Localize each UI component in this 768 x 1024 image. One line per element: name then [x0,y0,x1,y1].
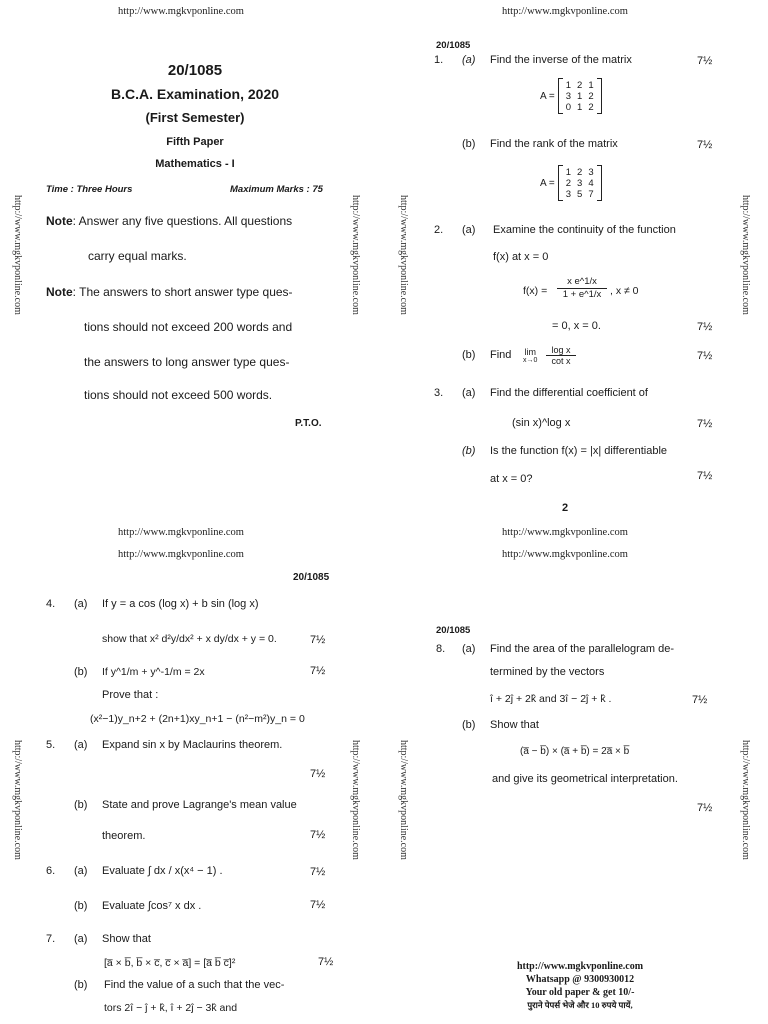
q8b-marks: 7½ [697,802,713,814]
footer-offer: Your old paper & get 10/- [525,987,635,998]
q4a-line2: show that x² d²y/dx² + x dy/dx + y = 0. [102,633,277,645]
fraction-numerator: x e^1/x [557,276,607,289]
url-mid-right-2[interactable]: http://www.mgkvponline.com [502,549,628,560]
q4b-line3: (x²−1)y_n+2 + (2n+1)xy_n+1 − (n²−m²)y_n = 0 [90,713,305,725]
q8b-text: Show that [490,719,539,731]
matrix-cell: 7 [588,188,594,200]
side-url: http://www.mgkvponline.com [398,740,409,860]
side-url: http://www.mgkvponline.com [740,740,751,860]
q7a-text: Show that [102,933,151,945]
q2b-fraction [546,345,576,366]
q2a-label: (a) [462,224,476,236]
side-url: http://www.mgkvponline.com [740,195,751,315]
q3a-marks: 7½ [697,418,713,430]
paper-code: 20/1085 [167,62,223,79]
fraction-denominator: 1 + e^1/x [562,289,602,300]
q5a-text: Expand sin x by Maclaurins theorem. [102,739,283,751]
q3b-marks: 7½ [697,470,713,482]
q8b-line2: (a̅ − b̅) × (a̅ + b̅) = 2a̅ × b̅ [520,746,630,757]
q1a-label: (a) [462,54,476,66]
q3a-expr: (sin x)^log x [512,417,571,429]
q5b-marks: 7½ [310,829,326,841]
q3b-label: (b) [462,445,476,457]
matrix-cell: 1 [577,90,583,102]
q4b-text: If y^1/m + y^-1/m = 2x [102,666,205,678]
matrix-a [540,78,602,114]
q2b-text: Find [490,349,512,361]
matrix-cell: 0 [565,101,572,113]
matrix-bracket [597,78,602,114]
pto: P.T.O. [295,418,322,429]
q5a-label: (a) [74,739,88,751]
semester: (First Semester) [145,110,245,125]
side-url: http://www.mgkvponline.com [398,195,409,315]
q3b-text: Is the function f(x) = |x| differentiable [490,445,668,457]
q1b-label: (b) [462,138,476,150]
q3a-label: (a) [462,387,476,399]
q7-number: 7. [46,933,56,945]
q4a-text: If y = a cos (log x) + b sin (log x) [102,598,259,610]
subject: Mathematics - I [155,158,235,170]
q4b-marks: 7½ [310,665,326,677]
matrix-label: A = [540,177,555,189]
page-code: 20/1085 [293,572,330,583]
q2a-line2: f(x) at x = 0 [493,251,549,263]
matrix-cell: 3 [565,188,572,200]
q2a-text: Examine the continuity of the function [493,224,676,236]
q2b-marks: 7½ [697,350,713,362]
note-label: Note [46,285,73,299]
q4b-label: (b) [74,666,88,678]
q7b-label: (b) [74,979,88,991]
url-mid-left-1[interactable]: http://www.mgkvponline.com [118,527,244,538]
q6b-text: Evaluate ∫cos⁷ x dx . [102,900,202,912]
matrix-cell: 1 [565,79,572,91]
q6a-text: Evaluate ∫ dx / x(x⁴ − 1) . [102,865,223,877]
matrix-cell: 1 [588,79,594,91]
header-url-left[interactable]: http://www.mgkvponline.com [118,6,244,17]
paper-name: Fifth Paper [166,136,224,148]
matrix-cell: 1 [565,166,572,178]
q2a-fx: f(x) = [523,285,548,297]
q1-number: 1. [434,54,444,66]
header-url-right[interactable]: http://www.mgkvponline.com [502,6,628,17]
note-2-line2: tions should not exceed 200 words and [84,320,293,334]
q4a-marks: 7½ [310,634,326,646]
q3a-text: Find the differential coefficient of [490,387,648,399]
q7a-line2: [a̅ × b̅, b̅ × c̅, c̅ × a̅] = [a̅ b̅ c̅]² [104,957,236,969]
matrix-b [540,165,602,201]
q6-number: 6. [46,865,56,877]
q1b-text: Find the rank of the matrix [490,138,618,150]
q4-number: 4. [46,598,56,610]
matrix-cell: 2 [565,177,572,189]
footer-url[interactable]: http://www.mgkvponline.com [516,961,644,972]
matrix-cell: 3 [565,90,572,102]
side-url: http://www.mgkvponline.com [12,195,23,315]
side-url: http://www.mgkvponline.com [350,740,361,860]
q7b-line2: tors 2î − ĵ + k̂, î + 2ĵ − 3k̂ and [104,1002,238,1014]
fraction-denominator: cot x [551,356,571,366]
fraction-numerator: log x [546,345,576,356]
matrix-a-grid [563,80,597,113]
limit-word: lim [524,347,536,357]
matrix-cell: 3 [577,177,583,189]
footer-whatsapp: Whatsapp @ 9300930012 [525,974,635,985]
matrix-cell: 1 [577,101,583,113]
q8a-label: (a) [462,643,476,655]
q1a-text: Find the inverse of the matrix [490,54,632,66]
q4b-line2: Prove that : [102,689,159,701]
note-text: : Answer any five questions. All questions [72,214,293,228]
matrix-cell: 5 [577,188,583,200]
q8b-line3: and give its geometrical interpretation. [492,773,678,785]
matrix-b-grid [563,167,597,200]
time-label: Time : Three Hours [46,184,133,195]
q8-number: 8. [436,643,446,655]
q2a-condition: , x ≠ 0 [610,285,639,297]
note-1 [46,215,292,227]
q8a-line2: termined by the vectors [490,666,605,678]
q5b-line2: theorem. [102,830,146,842]
q2a-marks: 7½ [697,321,713,333]
q5a-marks: 7½ [310,768,326,780]
matrix-label: A = [540,90,555,102]
q5-number: 5. [46,739,56,751]
q8a-line3: î + 2ĵ + 2k̂ and 3î − 2ĵ + k̂ . [490,693,612,705]
matrix-cell: 2 [577,166,583,178]
q3-number: 3. [434,387,444,399]
page-code: 20/1085 [436,625,471,636]
limit-sub: x→0 [523,357,538,364]
note-text: : The answers to short answer type ques- [72,285,293,299]
q6a-marks: 7½ [310,866,326,878]
side-url: http://www.mgkvponline.com [12,740,23,860]
q6b-label: (b) [74,900,88,912]
matrix-bracket [597,165,602,201]
q5b-label: (b) [74,799,88,811]
footer-offer-hindi: पुराने पेपर्स भेजे और 10 रुपये पायें, [527,1000,633,1010]
matrix-cell: 2 [588,101,594,113]
note-label: Note [46,214,73,228]
q2-number: 2. [434,224,444,236]
matrix-cell: 4 [588,177,594,189]
q7b-text: Find the value of a such that the vec- [104,979,285,991]
promo-footer [480,960,680,1012]
exam-title: B.C.A. Examination, 2020 [110,86,280,102]
q1a-marks: 7½ [697,55,713,67]
q5b-text: State and prove Lagrange's mean value [102,799,297,811]
q7a-marks: 7½ [318,956,334,968]
note-2-line4: tions should not exceed 500 words. [84,388,273,402]
note-1-line2: carry equal marks. [88,249,187,263]
q8b-label: (b) [462,719,476,731]
q6b-marks: 7½ [310,899,326,911]
q6a-label: (a) [74,865,88,877]
matrix-cell: 2 [588,90,594,102]
q2b-limit [523,347,537,365]
url-mid-left-2[interactable]: http://www.mgkvponline.com [118,549,244,560]
max-marks: Maximum Marks : 75 [230,184,323,195]
note-2 [46,286,293,298]
q8a-text: Find the area of the parallelogram de- [490,643,675,655]
q2a-fraction [557,276,607,301]
side-url: http://www.mgkvponline.com [350,195,361,315]
page-number: 2 [562,502,569,514]
url-mid-right-1[interactable]: http://www.mgkvponline.com [502,527,628,538]
matrix-cell: 2 [577,79,583,91]
page-code: 20/1085 [436,40,471,51]
q4a-label: (a) [74,598,88,610]
q3b-line2: at x = 0? [490,473,533,485]
q2a-line4: = 0, x = 0. [552,320,601,332]
q1b-marks: 7½ [697,139,713,151]
q2b-label: (b) [462,349,476,361]
q8a-marks: 7½ [692,694,708,706]
matrix-cell: 3 [588,166,594,178]
q7a-label: (a) [74,933,88,945]
note-2-line3: the answers to long answer type ques- [84,355,290,369]
